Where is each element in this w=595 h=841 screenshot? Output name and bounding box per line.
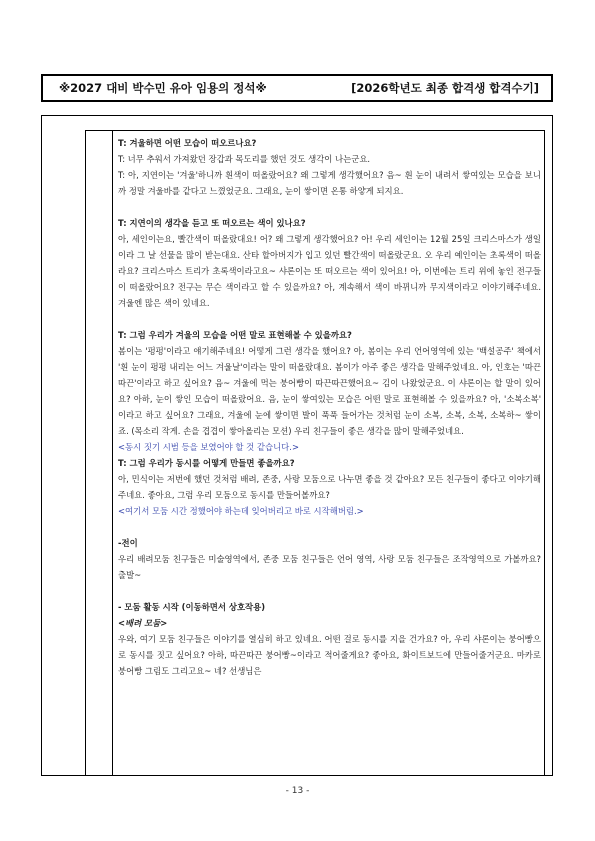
answer-1b: T: 아, 지연이는 '겨울'하니까 흰색이 떠올랐어요? 왜 그렇게 생각했어요? 음~ 흰 눈이 내려서 쌓여있는 모습을 보니까 정말 겨울바를 같다고 느꼈었군요. 그래요, 눈이 쌓이면 온통 하얗게 되지요. [118,170,541,196]
note-2: <여기서 모둠 시간 정했어야 하는데 잊어버리고 바로 시작해버림.> [118,506,364,516]
table-content-cell [113,131,544,776]
note-1: <동시 짓기 시범 등을 보였어야 할 것 같습니다.> [118,442,299,452]
answer-4: 아, 민식이는 저번에 했던 것처럼 배려, 존중, 사랑 모둠으로 나누면 좋을 것 같아요? 모든 친구들이 좋다고 이야기해주네요. 좋아요, 그럼 우리 모둠으로 동시를 만들어볼까요? [118,474,541,500]
page-number: - 13 - [285,786,310,796]
question-3: T: 그럼 우리가 겨울의 모습을 어떤 말로 표현해볼 수 있을까요? [118,330,352,340]
table-left-column [86,131,113,776]
answer-2: 아, 세인이는요, 빨간색이 떠올랐대요! 어? 왜 그렇게 생각했어요? 아! 우리 세인이는 12월 25일 크리스마스가 생일이라 그 날 선물을 많이 받는대요. 산타 할아버지가 입고 있던 빨간색이 떠올랐군요. 오 우리 예인이는 초록색이 떠올라요? 크리스마스 트리가 초록색이라고요~ 샤론이는 또 떠오르는 색이 있어요! 아, 이번에는 트리 위에 놓인 전구들이 떠올랐어요? 전구는 무슨 색이라고 할 수 있을까요? 아, 계속해서 색이 바뀌니까 무지색이라고 이야기해주네요. 겨울엔 많은 색이 있네요. [118,234,541,308]
group-activity-text: 우와, 여기 모둠 친구들은 이야기를 열심히 하고 있네요. 어떤 걸로 동시를 지을 건가요? 아, 우리 샤론이는 붕어빵으로 동시를 짓고 싶어요? 아하, 따끈따끈 붕어빵~이라고 적어줄게요? 좋아요, 화이트보드에 만들어줄거군요. 마카로 붕어빵 그림도 그리고요~ 네? 선생님은 [118,634,541,676]
header-right-title: [2026학년도 최종 합격생 합격수기] [351,81,539,95]
answer-3a: 봄이는 '펑펑'이라고 얘기해주네요! 어떻게 그런 생각을 했어요? 아, 봄이는 우리 언어영역에 있는 '백설공주' 책에서 '흰 눈이 펑펑 내리는 어느 겨울날'이라는 말이 떠올랐대요. 봄이가 아주 좋은 생각을 말해주었네요. 아, 인호는 '따끈따끈'이라고 하고 싶어요? 음~ 겨울에 먹는 붕어빵이 따끈따끈했어요~ 김이 나왔었군요. 이 샤론이는 할 말이 있어요? 아하, 눈이 쌓인 모습이 떠올랐어요. 음, 눈이 쌓여있는 모습은 어떤 말로 표현해볼 수 있을까요? 아, '소복소복' 이라고 하고 싶어요? 그래요, 겨울에 눈에 쌓이면 발이 푹푹 들어가는 것처럼 눈이 소복, 소복, 소복, 소복하~ 쌓이죠. (목소리 작게. 손을 겹겹이 쌓아올리는 모션) 우리 친구들이 좋은 생각을 많이 말해주었네요. [118,346,541,436]
document-header [41,74,553,102]
section-group-activity: - 모둠 활동 시작 (이동하면서 상호작용) [118,602,266,612]
question-1: T: 겨울하면 어떤 모습이 떠오르나요? [118,138,257,148]
transition-text: 우리 배려모둠 친구들은 미술영역에서, 존중 모둠 친구들은 언어 영역, 사랑 모둠 친구들은 조작영역으로 가볼까요? 출발~ [118,554,541,580]
answer-1a: T: 너무 추워서 가져왔던 장갑과 목도리를 했던 것도 생각이 나는군요. [118,154,371,164]
question-2: T: 지연이의 생각을 듣고 또 떠오르는 색이 있나요? [118,218,306,228]
section-transition: -전이 [118,538,138,548]
question-4: T: 그럼 우리가 동시를 어떻게 만들면 좋을까요? [118,458,295,468]
header-left-title: ※2027 대비 박수민 유아 임용의 정석※ [59,81,267,95]
content-table [85,130,545,776]
group-label: <배려 모둠> [118,618,168,628]
